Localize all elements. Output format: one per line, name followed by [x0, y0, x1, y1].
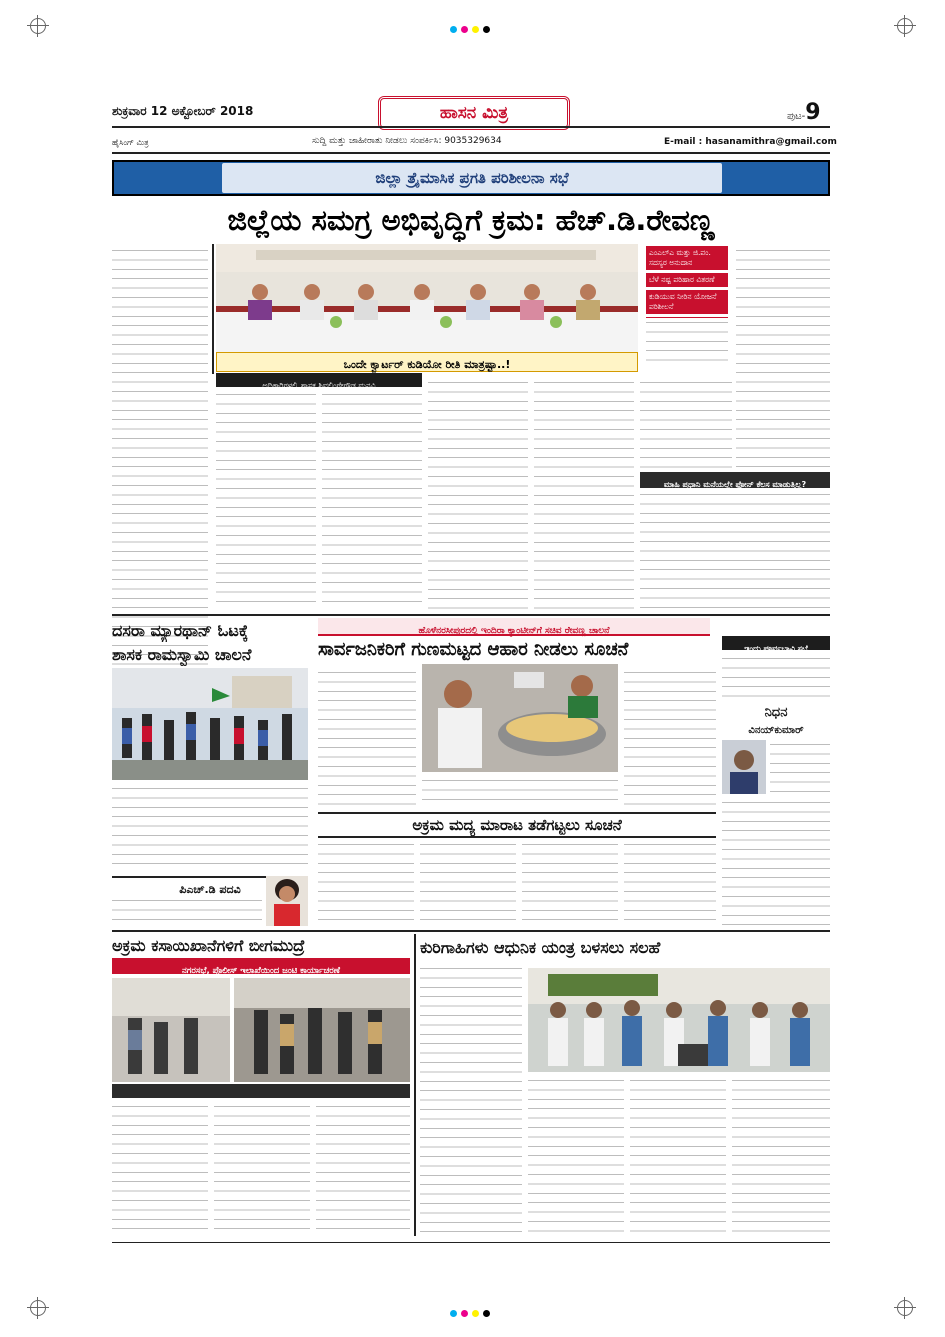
slaughter-sub: ನಗರಸಭೆ, ಪೊಲೀಸ್ ಇಲಾಖೆಯಿಂದ ಜಂಟಿ ಕಾರ್ಯಾಚರಣೆ [182, 966, 340, 974]
slaughter-caption [112, 1084, 410, 1098]
page-label: ಪುಟ- [787, 111, 806, 122]
masthead-title: ಹಾಸನ ಮಿತ್ರ [439, 103, 509, 123]
lead-body-col-2 [216, 390, 316, 610]
pm-phone-box [640, 472, 830, 488]
lead-kicker: ಜಿಲ್ಲಾ ತ್ರೈಮಾಸಿಕ ಪ್ರಗತಿ ಪರಿಶೀಲನಾ ಸಭೆ [375, 169, 569, 187]
illegal-body-col-3 [522, 840, 618, 926]
registration-mark [30, 18, 46, 34]
slaughter-body-col-2 [214, 1102, 310, 1236]
sub-byline-box [216, 373, 422, 390]
canteen-kicker-bar [318, 618, 710, 636]
marathon-headline-1: ದಸರಾ ಮ್ಯಾರಥಾನ್ ಓಟಕ್ಕೆ [112, 621, 249, 640]
meeting-photo-illustration [216, 244, 638, 352]
illegal-body-col-4 [624, 840, 716, 926]
bullet-item [646, 273, 728, 287]
slaughter-body-col-3 [316, 1102, 410, 1236]
marathon-body [112, 784, 308, 872]
contact-line: ಸುದ್ದಿ ಮತ್ತು ಜಾಹೀರಾತು ನೀಡಲು ಸಂಪರ್ಕಿಸಿ: 9035329634 [312, 136, 502, 146]
marathon-photo-illustration [112, 668, 308, 780]
marathon-photo [112, 668, 308, 780]
lead-kicker-text [222, 163, 722, 193]
obituary-portrait-illustration [722, 740, 766, 794]
phd-headline: ಪಿಎಚ್.ಡಿ ಪದವಿ [179, 883, 241, 896]
email-contact: E-mail : hasanamithra@gmail.com [664, 137, 837, 147]
slaughter-photo-2 [234, 978, 410, 1082]
sheep-body-col-2 [528, 1076, 624, 1236]
color-bar [448, 18, 492, 37]
pm-phone-body [640, 490, 830, 608]
header-rule [112, 152, 830, 154]
canteen-body-col-2 [422, 776, 618, 808]
obituary-name: ವಿನಯ್‌ಕುಮಾರ್ [748, 725, 804, 736]
sub-byline: ಅಧಿಕಾರಿಗಳಲ್ಲಿ ಶಾಸಕ ಶಿವಲಿಂಗೇಗೌಡ ಮನವಿ [262, 381, 376, 390]
slaughter-photo-1-illustration [112, 978, 230, 1082]
footer-rule [112, 1242, 830, 1243]
slaughter-photo-2-illustration [234, 978, 410, 1082]
obituary-portrait [722, 740, 766, 794]
sub-headline: ಒಂದೇ ಕ್ವಾರ್ಟರ್ ಕುಡಿಯೋ ರೀತಿ ಮಾತ್ರಷ್ಟಾ..! [343, 358, 511, 371]
canteen-photo [422, 664, 618, 772]
lead-headline: ಜಿಲ್ಲೆಯ ಸಮಗ್ರ ಅಭಿವೃದ್ಧಿಗೆ ಕ್ರಮ: ಹೆಚ್.ಡಿ.ರೇವಣ್ಣ [227, 203, 715, 237]
registration-mark [897, 1300, 913, 1316]
section-rule [112, 930, 830, 932]
section-rule [112, 614, 830, 616]
sheep-body-col-4 [732, 1076, 830, 1236]
lead-body-col-right [736, 246, 830, 478]
phd-portrait [266, 876, 308, 926]
sub-headline-box [216, 352, 638, 372]
sheep-headline: ಕುರಿಗಾಹಿಗಳು ಆಧುನಿಕ ಯಂತ್ರ ಬಳಸಲು ಸಲಹೆ [420, 938, 661, 957]
slaughter-photo-1 [112, 978, 230, 1082]
illegal-body-col-2 [420, 840, 516, 926]
meeting-notice: ಇಂದು ಪೂರ್ವಭಾವಿ ಸಭೆ [744, 644, 808, 653]
page-number: 9 [805, 100, 821, 125]
bullet-text: ಬೆಳೆ ನಷ್ಟ ಪರಿಹಾರ ವಿತರಣೆ [649, 275, 715, 284]
obituary-title: ನಿಧನ [764, 705, 788, 720]
pm-phone-headline: ಮಾಹಿ ಪ್ರಧಾನಿ ಮನೆಯಲ್ಲೇ ಫೋನ್ ಕೆಲಸ ಮಾಡುತ್ತಿಲ್ಲ? [663, 480, 807, 489]
sheep-body-col-1 [420, 964, 522, 1236]
column-rule [212, 244, 214, 374]
sheep-photo [528, 968, 830, 1072]
lead-body-col-3 [322, 390, 422, 610]
sheep-photo-illustration [528, 968, 830, 1072]
slaughter-sub-bar [112, 958, 410, 974]
lead-body-col-4 [428, 378, 528, 610]
canteen-headline: ಸಾರ್ವಜನಿಕರಿಗೆ ಗುಣಮಟ್ಟದ ಆಹಾರ ನೀಡಲು ಸೂಚನೆ [318, 639, 629, 660]
canteen-photo-illustration [422, 664, 618, 772]
edition-label: ಹೈಸಿಂಗ್ ಮಿತ್ರ [112, 138, 149, 147]
phd-portrait-illustration [266, 876, 308, 926]
masthead [378, 96, 570, 130]
lead-body-col-5 [534, 378, 634, 610]
registration-mark [30, 1300, 46, 1316]
obituary-body [770, 740, 830, 794]
bullet-item [646, 246, 728, 270]
canteen-body-col-1 [318, 668, 416, 808]
bullet-text: ಕುಡಿಯುವ ನೀರಿನ ಯೋಜನೆ ಪರಿಶೀಲನೆ [649, 292, 717, 311]
canteen-body-col-3 [624, 668, 716, 808]
slaughter-body-col-1 [112, 1102, 208, 1236]
bullet-item [646, 290, 728, 314]
sheep-body-col-3 [630, 1076, 726, 1236]
lead-body-col-6 [640, 378, 732, 470]
registration-mark [897, 18, 913, 34]
issue-date: ಶುಕ್ರವಾರ 12 ಅಕ್ಟೋಬರ್ 2018 [112, 104, 254, 118]
bullet-text: ಎಂಎಲ್‌ಎ ಮತ್ತು ಜಿ.ಪಂ. ಸದಸ್ಯರ ಅನುದಾನ [649, 248, 711, 267]
meeting-notice-body [722, 654, 830, 700]
color-bar [448, 1302, 492, 1321]
page-number-block [787, 100, 821, 125]
obituary-body-2 [722, 798, 830, 926]
header-rule [112, 126, 830, 128]
illegal-liquor-headline: ಅಕ್ರಮ ಮದ್ಯ ಮಾರಾಟ ತಡೆಗಟ್ಟಲು ಸೂಚನೆ [318, 812, 716, 838]
canteen-kicker: ಹೊಳೆನರಸೀಪುರದಲ್ಲಿ ಇಂದಿರಾ ಕ್ಯಾಂಟೀನ್‌ಗೆ ಸಚಿವ ರೇವಣ್ಣ ಚಾಲನೆ [418, 626, 610, 636]
lead-body-col-right-2 [646, 318, 728, 364]
marathon-headline-2: ಶಾಸಕ ರಾಮಸ್ವಾಮಿ ಚಾಲನೆ [112, 645, 252, 664]
phd-body [112, 896, 262, 926]
column-rule [414, 934, 416, 1236]
meeting-notice-bar [722, 636, 830, 653]
slaughter-headline: ಅಕ್ರಮ ಕಸಾಯಿಖಾನೆಗಳಿಗೆ ಬೀಗಮುದ್ರೆ [112, 936, 305, 955]
illegal-body-col-1 [318, 840, 414, 926]
meeting-photo [216, 244, 638, 352]
